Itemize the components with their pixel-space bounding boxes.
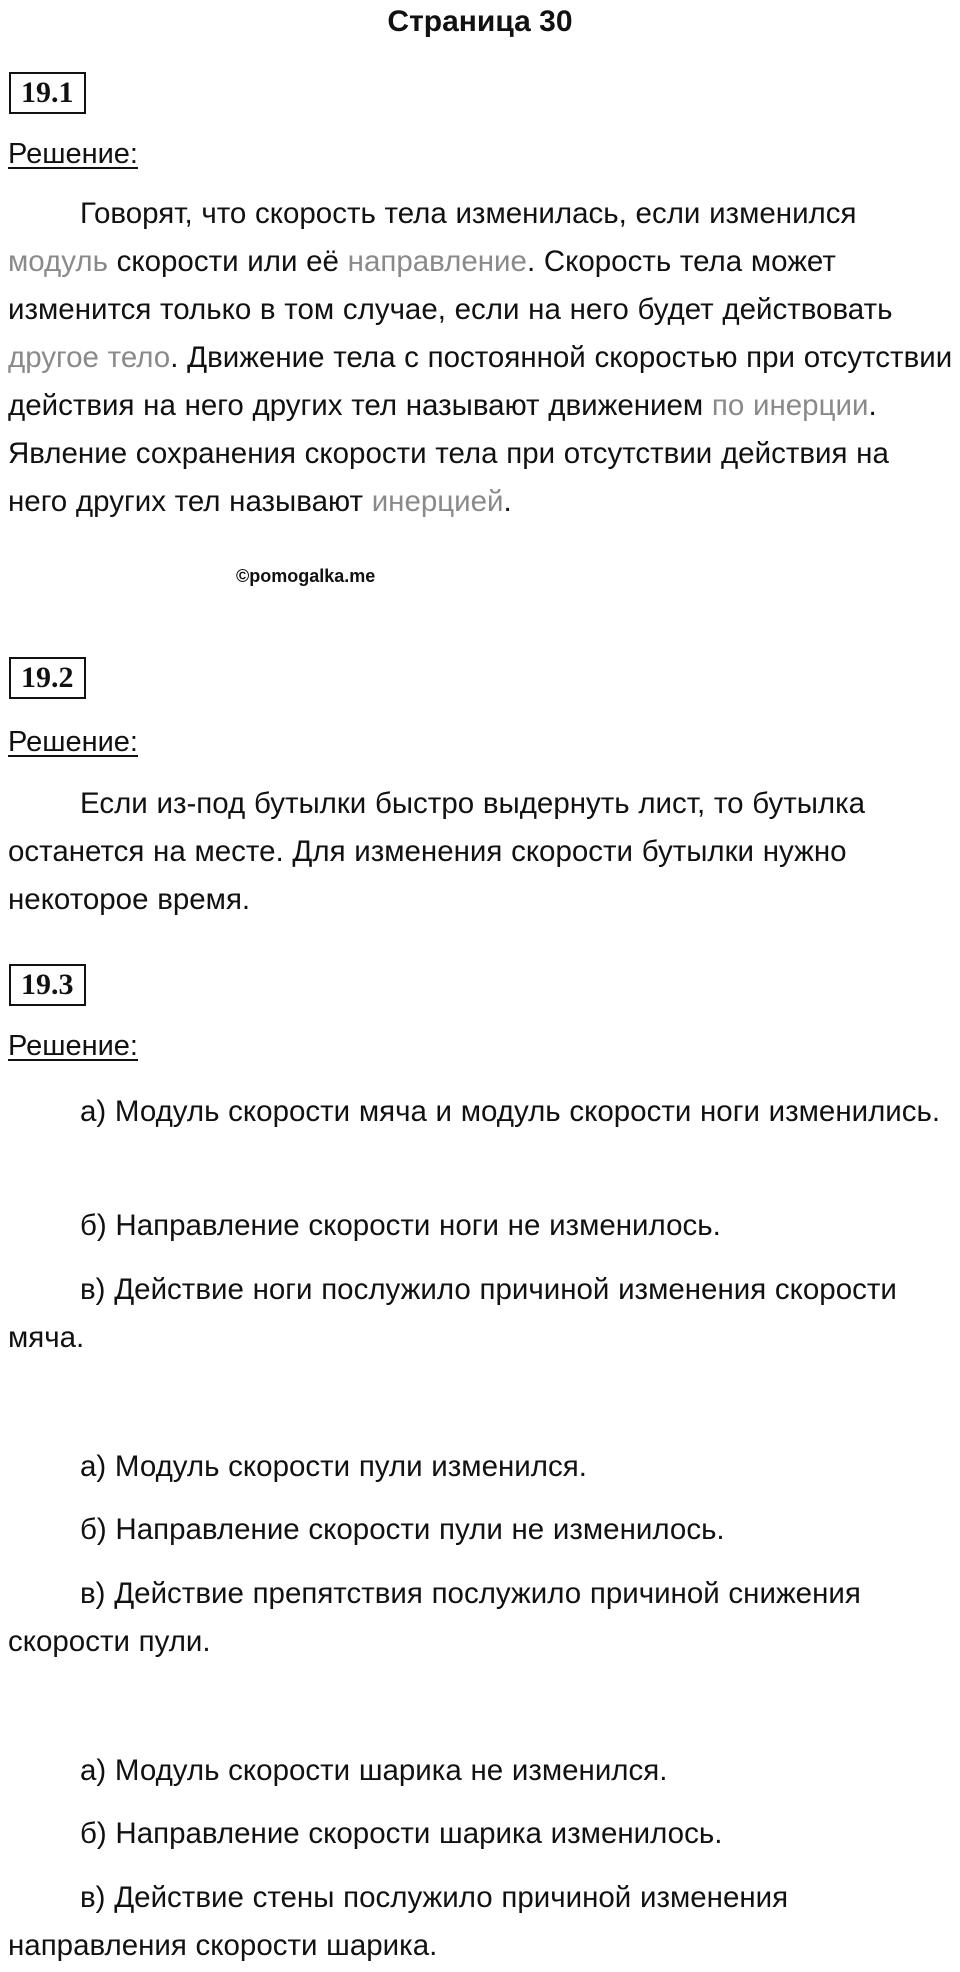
task-number-19-1: 19.1 <box>9 72 86 114</box>
answer-item: б) Направление скорости ноги не изменилось. <box>80 1209 721 1242</box>
solution-text-19-2: Если из-под бутылки быстро выдернуть лист, то бутылка останется на месте. Для изменения скорости бутылки нужно некоторое время. <box>8 787 866 916</box>
watermark: ©pomogalka.me <box>236 566 376 586</box>
solution-label-19-2: Решение: <box>8 726 138 758</box>
answer-item: в) Действие препятствия послужило причиной снижения скорости пули. <box>8 1577 861 1658</box>
text-segment: . Скорость тела может изменится только в том случае, если на него будет действовать <box>8 245 893 326</box>
task-number-19-3: 19.3 <box>9 964 86 1006</box>
task-number-19-2: 19.2 <box>9 657 86 699</box>
text-segment: . <box>503 485 512 518</box>
highlight-term: другое тело <box>8 341 171 374</box>
highlight-term: инерцией <box>371 485 504 518</box>
solution-label-19-3: Решение: <box>8 1030 138 1062</box>
answer-item: в) Действие ноги послужило причиной изменения скорости мяча. <box>8 1273 897 1354</box>
solution-text-19-1 <box>8 190 953 526</box>
answer-item: а) Модуль скорости мяча и модуль скорости ноги изменились. <box>80 1095 941 1128</box>
highlight-term: модуль <box>8 245 108 278</box>
answer-item: а) Модуль скорости пули изменился. <box>80 1450 587 1483</box>
answer-item: б) Направление скорости пули не изменилось. <box>80 1513 725 1546</box>
highlight-term: по инерции <box>711 389 869 422</box>
text-segment: . Явление сохранения скорости тела при отсутствии действия на него других тел называют <box>8 389 889 518</box>
answer-item: в) Действие стены послужило причиной изменения направления скорости шарика. <box>8 1881 789 1962</box>
page-title: Страница 30 <box>387 5 573 38</box>
answer-item: б) Направление скорости шарика изменилось. <box>80 1817 723 1850</box>
solution-label-19-1: Решение: <box>8 138 138 170</box>
highlight-term: направление <box>347 245 527 278</box>
text-segment: Говорят, что скорость тела изменилась, если изменился <box>80 197 857 230</box>
text-segment: скорости или её <box>107 245 348 278</box>
answer-item: а) Модуль скорости шарика не изменился. <box>80 1754 668 1787</box>
text-segment: . Движение тела с постоянной скоростью при отсутствии действия на него других тел называют движением <box>8 341 953 422</box>
